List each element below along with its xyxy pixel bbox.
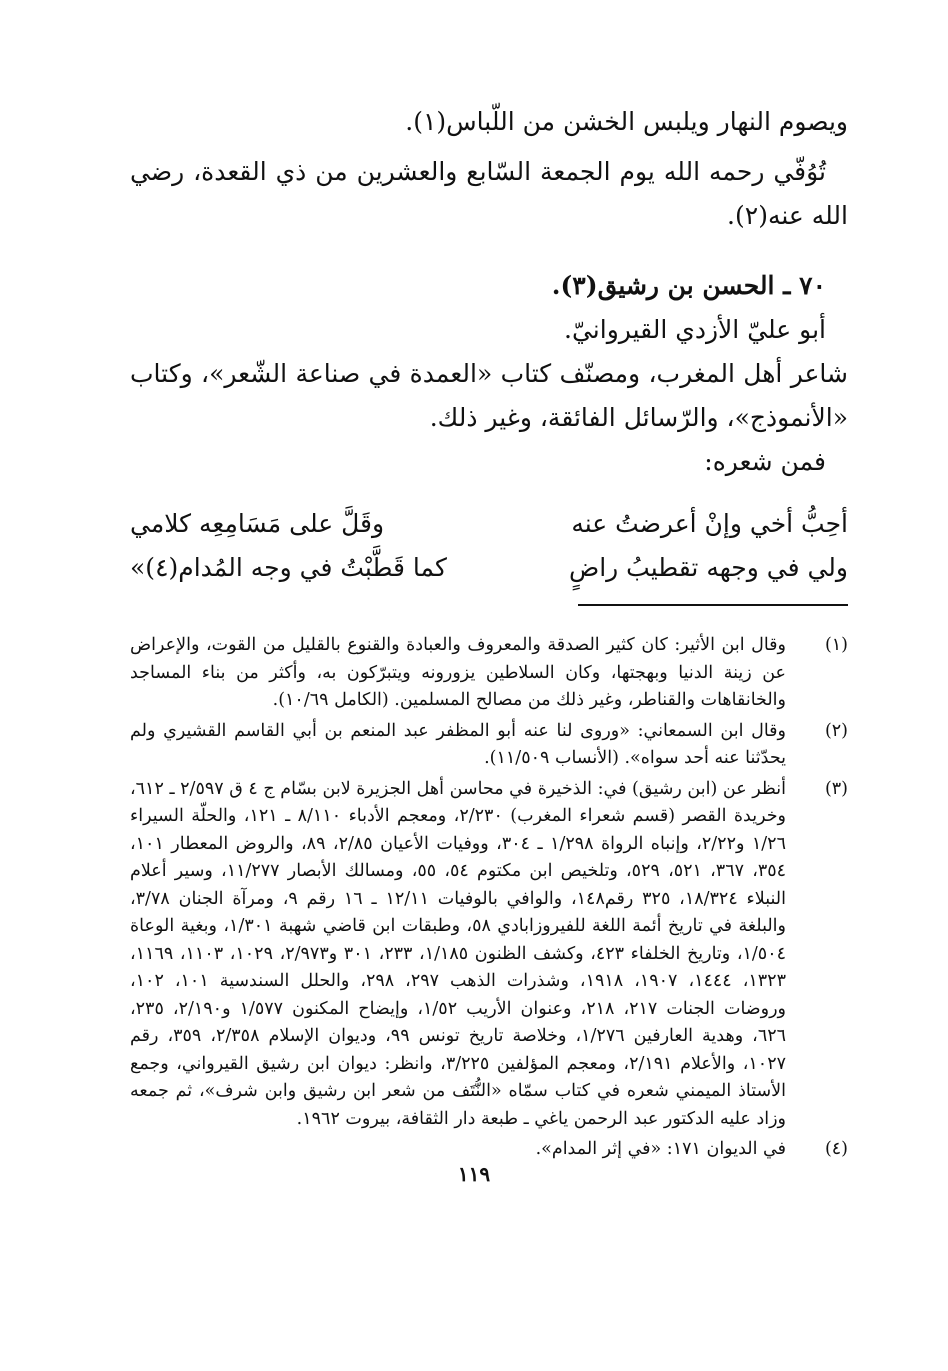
footnote-number: (٤) (824, 1139, 848, 1159)
footnote-text: وقال ابن الأثير: كان كثير الصدقة والمعروف والعبادة والقنوع بالقليل من القوت، والإعراض عن زينة الدنيا وبهجتها، وكان السلاطين يزورونه ويتبرّكون به، وأكثر من بناء المساجد والخانقاهات والقناطر، وغير ذلك من مصالح المسلمين. (الكامل ١٠/٦٩). (130, 635, 786, 710)
main-text (130, 100, 848, 484)
verse-2-first-hemistich: ولي في وجهه تقطيبُ راضٍ (568, 553, 848, 582)
page-number: ١١٩ (457, 1162, 491, 1186)
line-1: ويصوم النهار ويلبس الخشن من اللّباس(١). (405, 107, 848, 136)
footnote-text: في الديوان ١٧١: «في إثر المدام». (535, 1139, 786, 1159)
poem (130, 502, 848, 590)
footnote-number: (٣) (824, 778, 848, 799)
verse-1-first-hemistich: أحِبُّ أخي وإنْ أعرضتُ عنه (571, 509, 848, 538)
verse-2-second-hemistich: كما قَطَّبْتُ في وجه المُدام(٤)» (130, 553, 447, 582)
death-paragraph: تُوُفّي رحمه الله يوم الجمعة السّابع والعشرين من ذي القعدة، رضي الله عنه(٢). (130, 157, 848, 230)
footnote-number: (١) (824, 635, 848, 655)
footnote-text: أنظر عن (ابن رشيق) في: الذخيرة في محاسن أهل الجزيرة لابن بسّام ج ٤ ق ٢/٥٩٧ ـ ٦١٢، وخريدة القصر (قسم شعراء المغرب) ٢/٢٣٠، ومعجم الأدباء ٨/١١٠ ـ ١٢١، والحلّة السيراء ١/٢٦ و٢/٢٢، وإنباه الرواة ١/٢٩٨ ـ ٣٠٤، ووفيات الأعيان ٢/٨٥، ٨٩، والروض المعطار ١٠١، ٣٥٤، ٣٦٧، ٥٢١، ٥٢٩، وتلخيص ابن مكتوم ٥٤، ٥٥، ومسالك الأبصار ١١/٢٧٧، وسير أعلام النبلاء ١٨/٣٢٤، ٣٢٥ رقم١٤٨، والوافي بالوفيات ١٢/١١ ـ ١٦ رقم ٩، ومرآة الجنان ٣/٧٨، والبلغة في تاريخ أئمة اللغة للفيروزابادي ٥٨، وطبقات ابن قاضي شهبة ١/٣٠١، وبغية الوعاة ١/٥٠٤، وتاريخ الخلفاء ٤٢٣، وكشف الظنون ١/١٨٥، ٢٣٣، ٣٠١ و٢/٩٧٣، ١٠٢٩، ١١٠٣، ١١٦٩، ١٣٢٣، ١٤٤٤، ١٩٠٧، ١٩١٨، وشذرات الذهب ٢٩٧، ٢٩٨، والحلل السندسية ١٠١، ١٠٢، وروضات الجنات ٢١٧، ٢١٨، وعنوان الأريب ١/٥٢، وإيضاح المكنون ١/٥٧٧ و٢/١٩٠، ٢٣٥، ٦٢٦، وهدية العارفين ١/٢٧٦، وخلاصة تاريخ تونس ٩٩، وديوان الإسلام ٢/٣٥٨، ٣٥٩، رقم ١٠٢٧، والأعلام ٢/١٩١، ومعجم المؤلفين ٣/٢٢٥، وانظر: ديوان ابن رشيق القيرواني، وجمع الأستاذ الميمني شعره في كتاب سمّاه «النُّتَف من شعر ابن رشيق وابن شرف»، ثم جمعه وزاد عليه الدكتور عبد الرحمن ياغي ـ طبعة دار الثقافة، بيروت ١٩٦٢. (130, 778, 787, 1129)
footnote (130, 1136, 848, 1164)
footnotes (130, 632, 848, 1164)
footnote-number: (٢) (824, 720, 848, 741)
poem-intro: فمن شعره: (704, 447, 826, 476)
footnote (130, 632, 848, 715)
verse-1 (130, 502, 848, 546)
entry-heading: ٧٠ ـ الحسن بن رشيق(٣). (551, 271, 826, 300)
kunya-line: أبو عليّ الأزدي القيروانيّ. (564, 315, 826, 344)
footnote-divider (578, 604, 848, 606)
verse-1-second-hemistich: وقَلَّ على مَسَامِعِه كلامي (130, 509, 385, 538)
footnote-text: وقال ابن السمعاني: «وروى لنا عنه أبو المظفر عبد المنعم بن أبي القاسم القشيري ولم يحدّثنا عنه أحد سواه». (الأنساب ١١/٥٠٩). (130, 720, 786, 768)
description-paragraph: شاعر أهل المغرب، ومصنّف كتاب «العمدة في صناعة الشّعر»، وكتاب «الأنموذج»، والرّسائل الفائقة، وغير ذلك. (130, 359, 848, 432)
footnote (130, 718, 848, 773)
footnote (130, 776, 848, 1134)
verse-2 (130, 546, 848, 590)
